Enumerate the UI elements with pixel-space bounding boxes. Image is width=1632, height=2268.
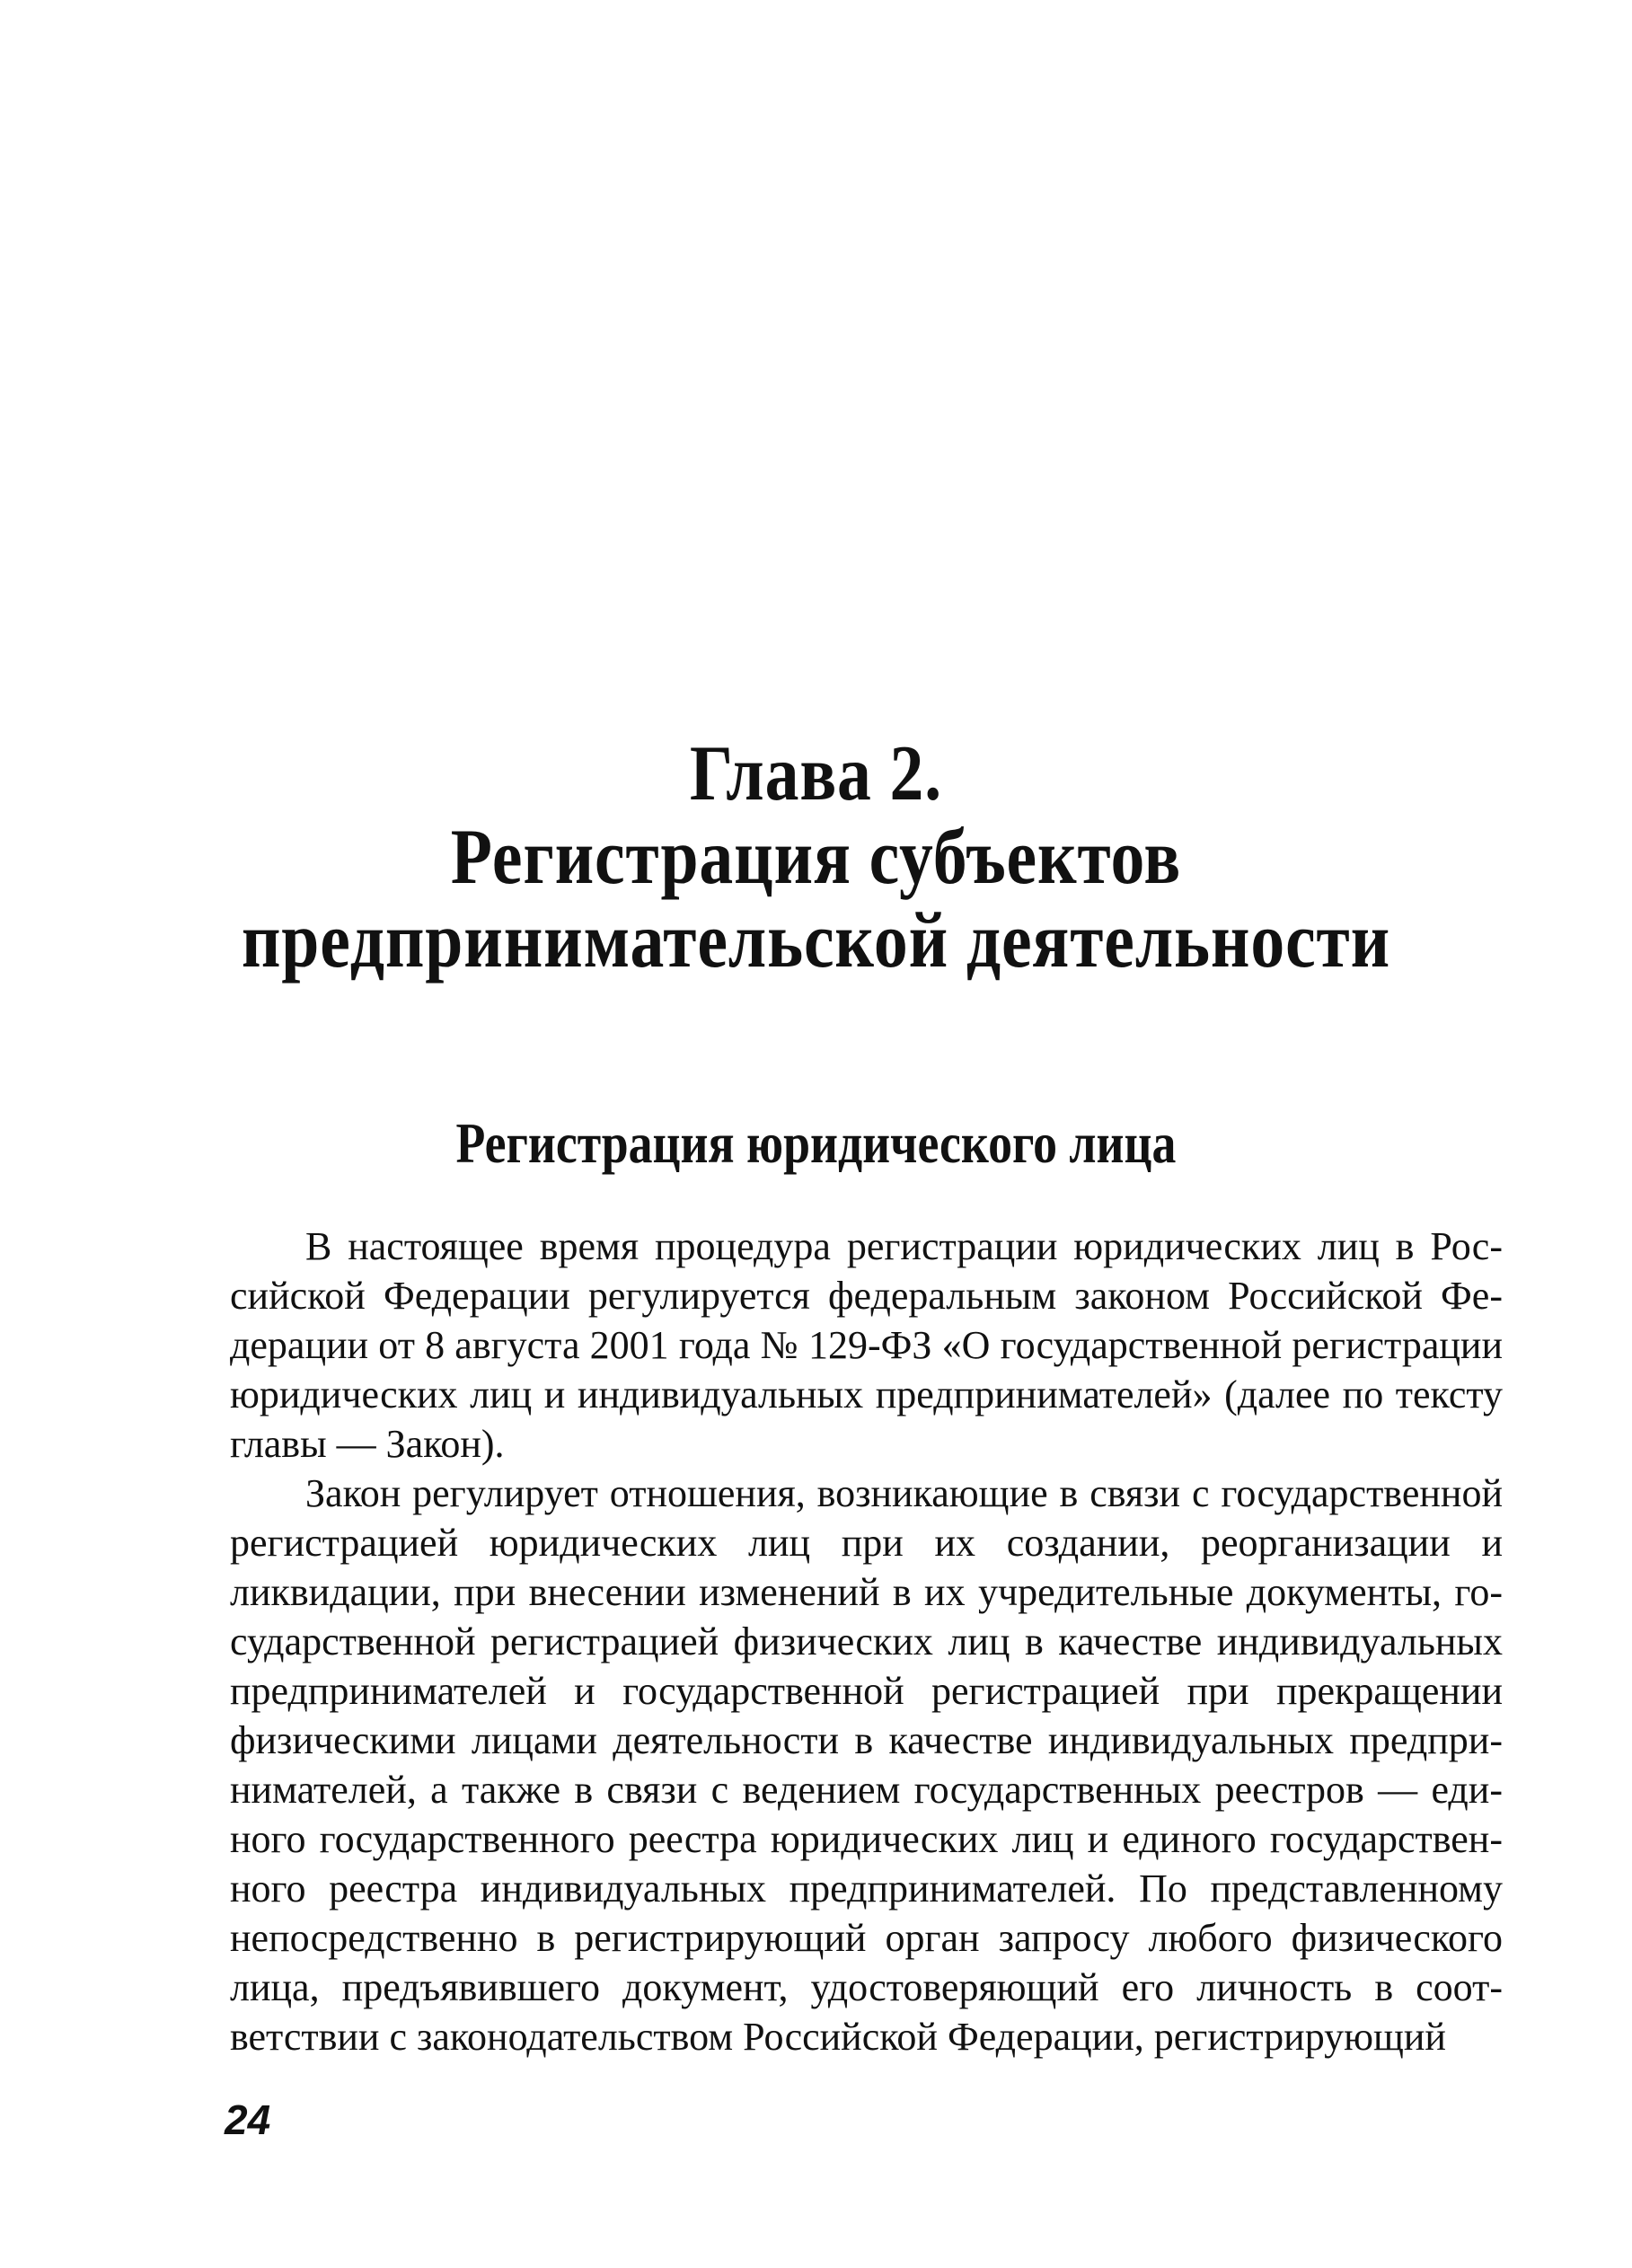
chapter-title-line-1: Регистрация субъектов <box>450 814 1182 901</box>
paragraph-2: Закон регулирует отношения, возникающие в связи с государственной регистрацией юридических лиц при их создании, реорганизации и ликвидации, при внесении изменений в их учредительные документы, государственной регистрацией физических лиц в качестве индивидуальных предпринимателей и государственной регистрацией при прекращении физическими лицами деятельности в качестве индивидуальных предпринимателей, а также в связи с ведением государственных реестров — единого государственного реестра юридических лиц и единого государственного реестра индивидуальных предпринимателей. По представленному непосредственно в регистрирующий орган запросу любого физического лица, предъявившего документ, удостоверяющий его личность в соответствии с законодательством Российской Федерации, регистрирующий <box>230 1471 1503 2059</box>
chapter-number: Глава 2. <box>689 730 943 817</box>
paragraph-1: В настоящее время процедура регистрации юридических лиц в Российской Федерации регулируется федеральным законом Российской Федерации от 8 августа 2001 года № 129-ФЗ «О государственной регистрации юридических лиц и индивидуальных предпринимателей» (далее по тексту главы — Закон). <box>230 1224 1503 1466</box>
chapter-heading <box>114 732 1518 983</box>
section-heading: Регистрация юридического лица <box>455 1111 1177 1175</box>
page-number: 24 <box>225 2096 271 2143</box>
chapter-title-line-2: предпринимательской деятельности <box>241 897 1391 984</box>
body-text <box>230 1222 1503 2061</box>
